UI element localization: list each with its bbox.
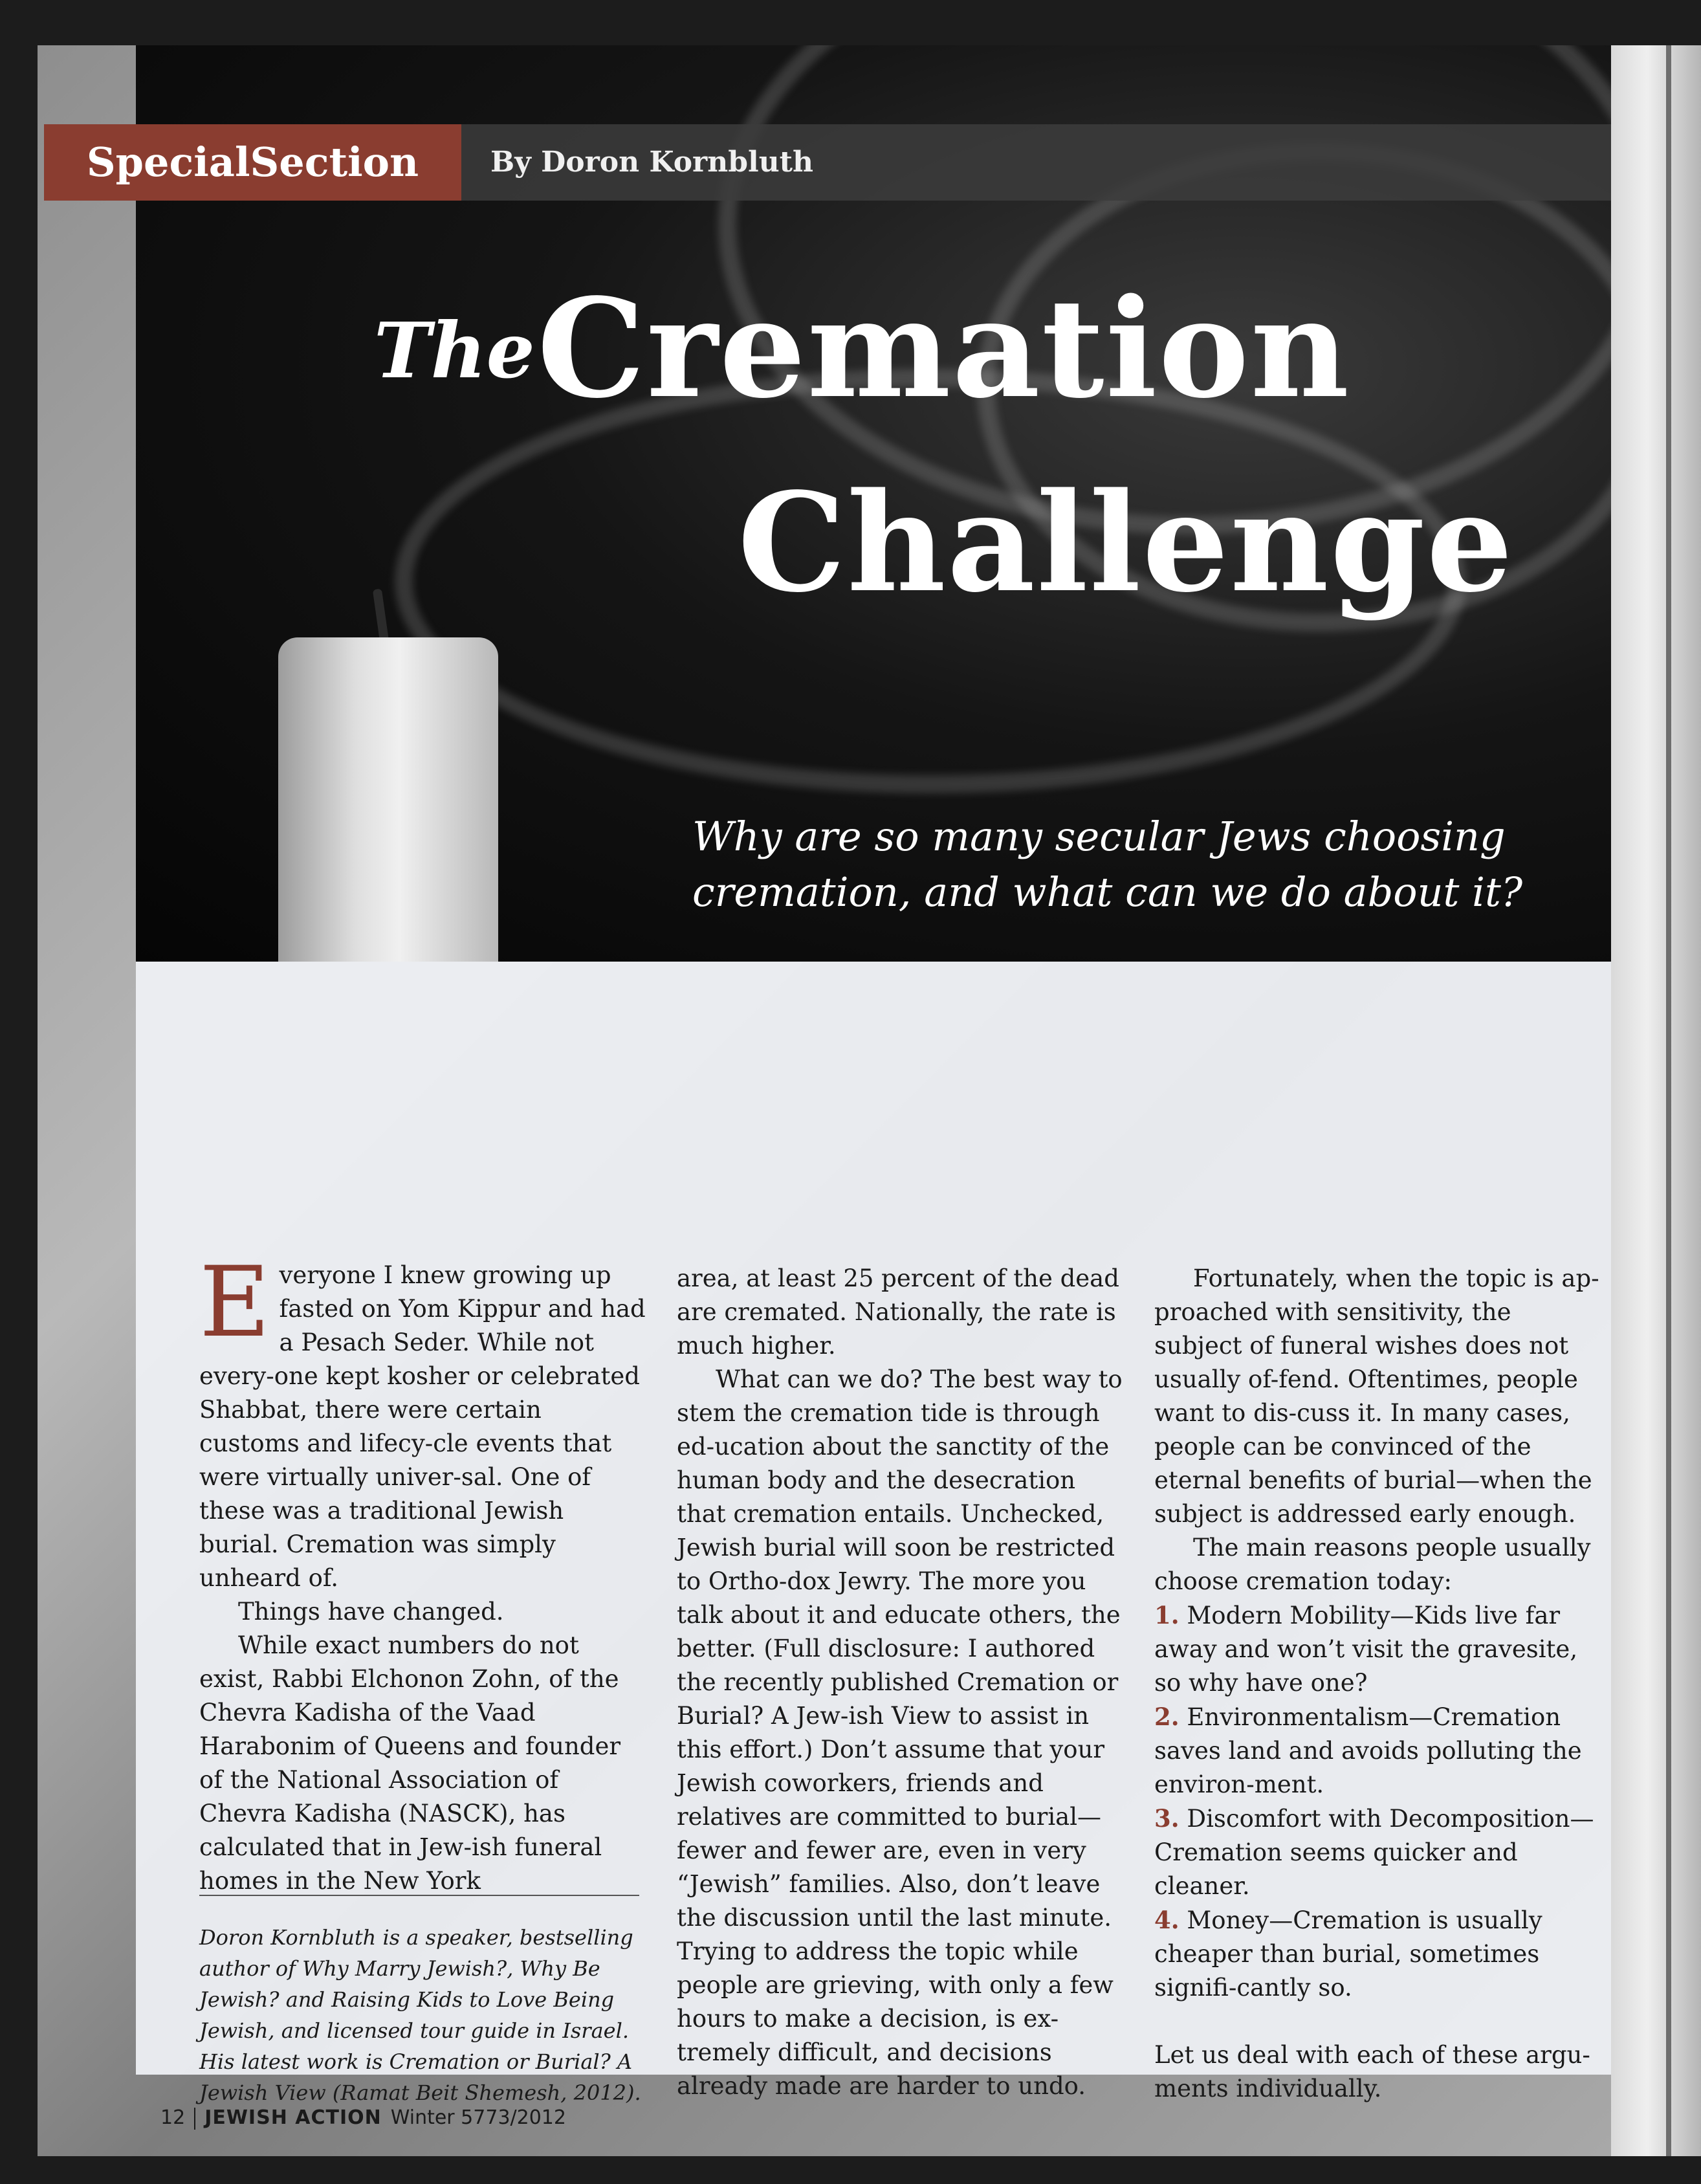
paragraph: Fortunately, when the topic is ap-proached with sensitivity, the subject of funeral wishes does not usually of-fend. Oftentimes, people want to dis-cuss it. In many cases, people can be convinced of the eternal benefits of burial—when the subject is addressed early enough.	[1154, 1264, 1599, 1528]
binding-gutter	[1666, 45, 1671, 2156]
title-line-2: Challenge	[738, 463, 1515, 623]
next-page-edge	[1611, 45, 1701, 2156]
reason-item: 4. Money—Cremation is usually cheaper than burial, sometimes signifi-cantly so.	[1154, 1906, 1542, 2002]
page-number: 12	[160, 2106, 186, 2129]
drop-cap: E	[199, 1246, 270, 1359]
reason-item: 3. Discomfort with Decomposition—Cremation seems quicker and cleaner.	[1154, 1804, 1594, 1900]
candle-image	[278, 637, 498, 962]
page-footer	[160, 2106, 566, 2130]
article-column-2	[677, 1262, 1123, 2103]
article-dek: Why are so many secular Jews choosing cremation, and what can we do about it?	[692, 813, 1523, 916]
article-column-3	[1154, 1262, 1601, 2106]
paragraph: What can we do? The best way to stem the cremation tide is through ed-ucation about the sanctity of the human body and the desecration that cremation entails. Unchecked, Jewish burial will soon be restricted to Ortho-dox Jewry. The more you talk about it and educate others, the better. (Full disclosure: I authored the recently published Cremation or Burial? A Jew-ish View to assist in this effort.) Don’t assume that your Jewish coworkers, friends and relatives are committed to burial—fewer and fewer are, even in very “Jewish” families. Also, don’t leave the discussion until the last minute. Trying to address the topic while people are grieving, with only a few hours to make a decision, is ex-tremely difficult, and decisions already made are harder to undo.	[677, 1365, 1123, 2100]
magazine-name: JEWISH ACTION	[204, 2106, 382, 2129]
title-the: The	[374, 305, 535, 395]
paragraph: While exact numbers do not exist, Rabbi Elchonon Zohn, of the Chevra Kadisha of the Vaad Harabonim of Queens and founder of the National Association of Chevra Kadisha (NASCK), has calculated that in Jew-ish funeral homes in the New York	[199, 1631, 621, 1895]
paragraph: Let us deal with each of these argu-ments individually.	[1154, 2041, 1590, 2102]
issue-date: Winter 5773/2012	[390, 2106, 566, 2129]
author-bio: Doron Kornbluth is a speaker, bestselling author of Why Marry Jewish?, Why Be Jewish? and Raising Kids to Love Being Jewish, and licensed tour guide in Israel. His latest work is Cremation or Burial? A Jewish View (Ramat Beit Shemesh, 2012).	[199, 1925, 641, 2105]
paragraph: Things have changed.	[238, 1598, 504, 1626]
bio-divider	[199, 1895, 639, 1896]
title-line-1: Cremation	[537, 269, 1351, 428]
magazine-page	[38, 45, 1611, 2156]
section-tag: SpecialSection	[44, 124, 461, 201]
paragraph: The main reasons people usually choose cremation today:	[1154, 1534, 1591, 1595]
paragraph: veryone I knew growing up fasted on Yom Kippur and had a Pesach Seder. While not every-one kept kosher or celebrated Shabbat, there were certain customs and lifecy-cle events that were virtually univer-sal. One of these was a traditional Jewish burial. Cremation was simply unheard of.	[199, 1261, 646, 1592]
reason-item: 2. Environmentalism—Cremation saves land and avoids polluting the environ-ment.	[1154, 1703, 1582, 1798]
article-column-1	[199, 1246, 646, 1898]
footer-divider	[194, 2108, 195, 2130]
reason-item: 1. Modern Mobility—Kids live far away and won’t visit the gravesite, so why have one?	[1154, 1601, 1578, 1697]
byline: By Doron Kornbluth	[490, 146, 813, 179]
paragraph: area, at least 25 percent of the dead are cremated. Nationally, the rate is much higher.	[677, 1264, 1119, 1360]
